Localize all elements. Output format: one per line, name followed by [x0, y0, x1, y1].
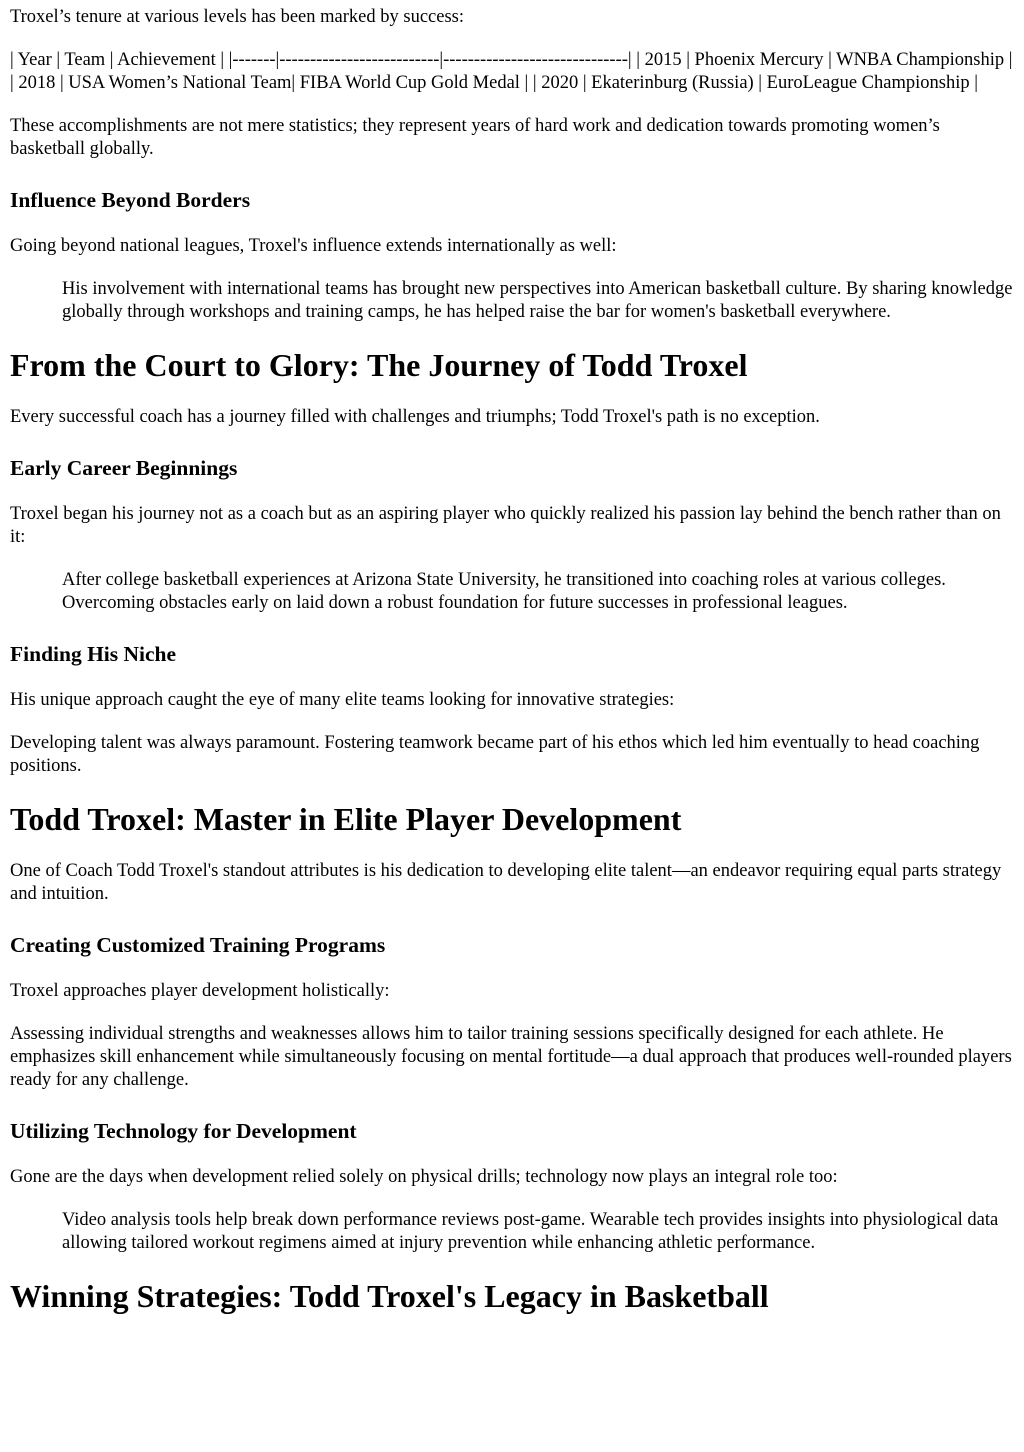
- influence-quote: His involvement with international teams has brought new perspectives into American basketball culture. By sharing knowledge globally through workshops and training camps, he has helped raise the bar for women's basketball everywhere.: [62, 279, 1013, 322]
- journey-paragraph: Every successful coach has a journey filled with challenges and triumphs; Todd Troxel's path is no exception.: [10, 407, 820, 427]
- technology-quote: Video analysis tools help break down performance reviews post-game. Wearable tech provides insights into physiological data allowing tailored workout regimens aimed at injury prevention while enhancing athletic performance.: [62, 1210, 999, 1253]
- development-paragraph: One of Coach Todd Troxel's standout attributes is his dedication to developing elite talent—an endeavor requiring equal parts strategy and intuition.: [10, 861, 1002, 904]
- technology-heading: Utilizing Technology for Development: [10, 1119, 357, 1143]
- early-career-quote: After college basketball experiences at Arizona State University, he transitioned into coaching roles at various colleges. Overcoming obstacles early on laid down a robust foundation for future successes in professional leagues.: [62, 570, 946, 613]
- assessment-paragraph: Assessing individual strengths and weaknesses allows him to tailor training sessions specifically designed for each athlete. He emphasizes skill enhancement while simultaneously focusing on mental fortitude—a dual approach that produces well-rounded players ready for any challenge.: [10, 1024, 1012, 1090]
- accomplishments-paragraph: These accomplishments are not mere statistics; they represent years of hard work and dedication towards promoting women’s basketball globally.: [10, 116, 940, 159]
- influence-paragraph: Going beyond national leagues, Troxel's influence extends internationally as well:: [10, 236, 617, 256]
- development-heading: Todd Troxel: Master in Elite Player Development: [10, 801, 682, 837]
- training-paragraph: Troxel approaches player development holistically:: [10, 981, 390, 1001]
- influence-heading: Influence Beyond Borders: [10, 188, 251, 212]
- niche-paragraph: His unique approach caught the eye of many elite teams looking for innovative strategies:: [10, 690, 675, 710]
- training-heading: Creating Customized Training Programs: [10, 933, 386, 957]
- intro-paragraph: Troxel’s tenure at various levels has been marked by success:: [10, 7, 464, 27]
- achievements-table-text: | Year | Team | Achievement | |-------|--------------------------|------------------------------| | 2015 | Phoenix Mercury | WNBA Championship | | 2018 | USA Women’s National Team| FIBA World Cup Gold Medal | | 2020 | Ekaterinburg (Russia) | EuroLeague Championship |: [10, 50, 1013, 93]
- journey-heading: From the Court to Glory: The Journey of Todd Troxel: [10, 347, 748, 383]
- talent-paragraph: Developing talent was always paramount. Fostering teamwork became part of his ethos which led him eventually to head coaching positions.: [10, 733, 980, 776]
- legacy-heading: Winning Strategies: Todd Troxel's Legacy in Basketball: [10, 1278, 769, 1314]
- niche-heading: Finding His Niche: [10, 642, 177, 666]
- early-career-paragraph: Troxel began his journey not as a coach but as an aspiring player who quickly realized his passion lay behind the bench rather than on it:: [10, 504, 1001, 547]
- technology-paragraph: Gone are the days when development relied solely on physical drills; technology now plays an integral role too:: [10, 1167, 838, 1187]
- early-career-heading: Early Career Beginnings: [10, 456, 238, 480]
- article-page: [10, 6, 1014, 1315]
